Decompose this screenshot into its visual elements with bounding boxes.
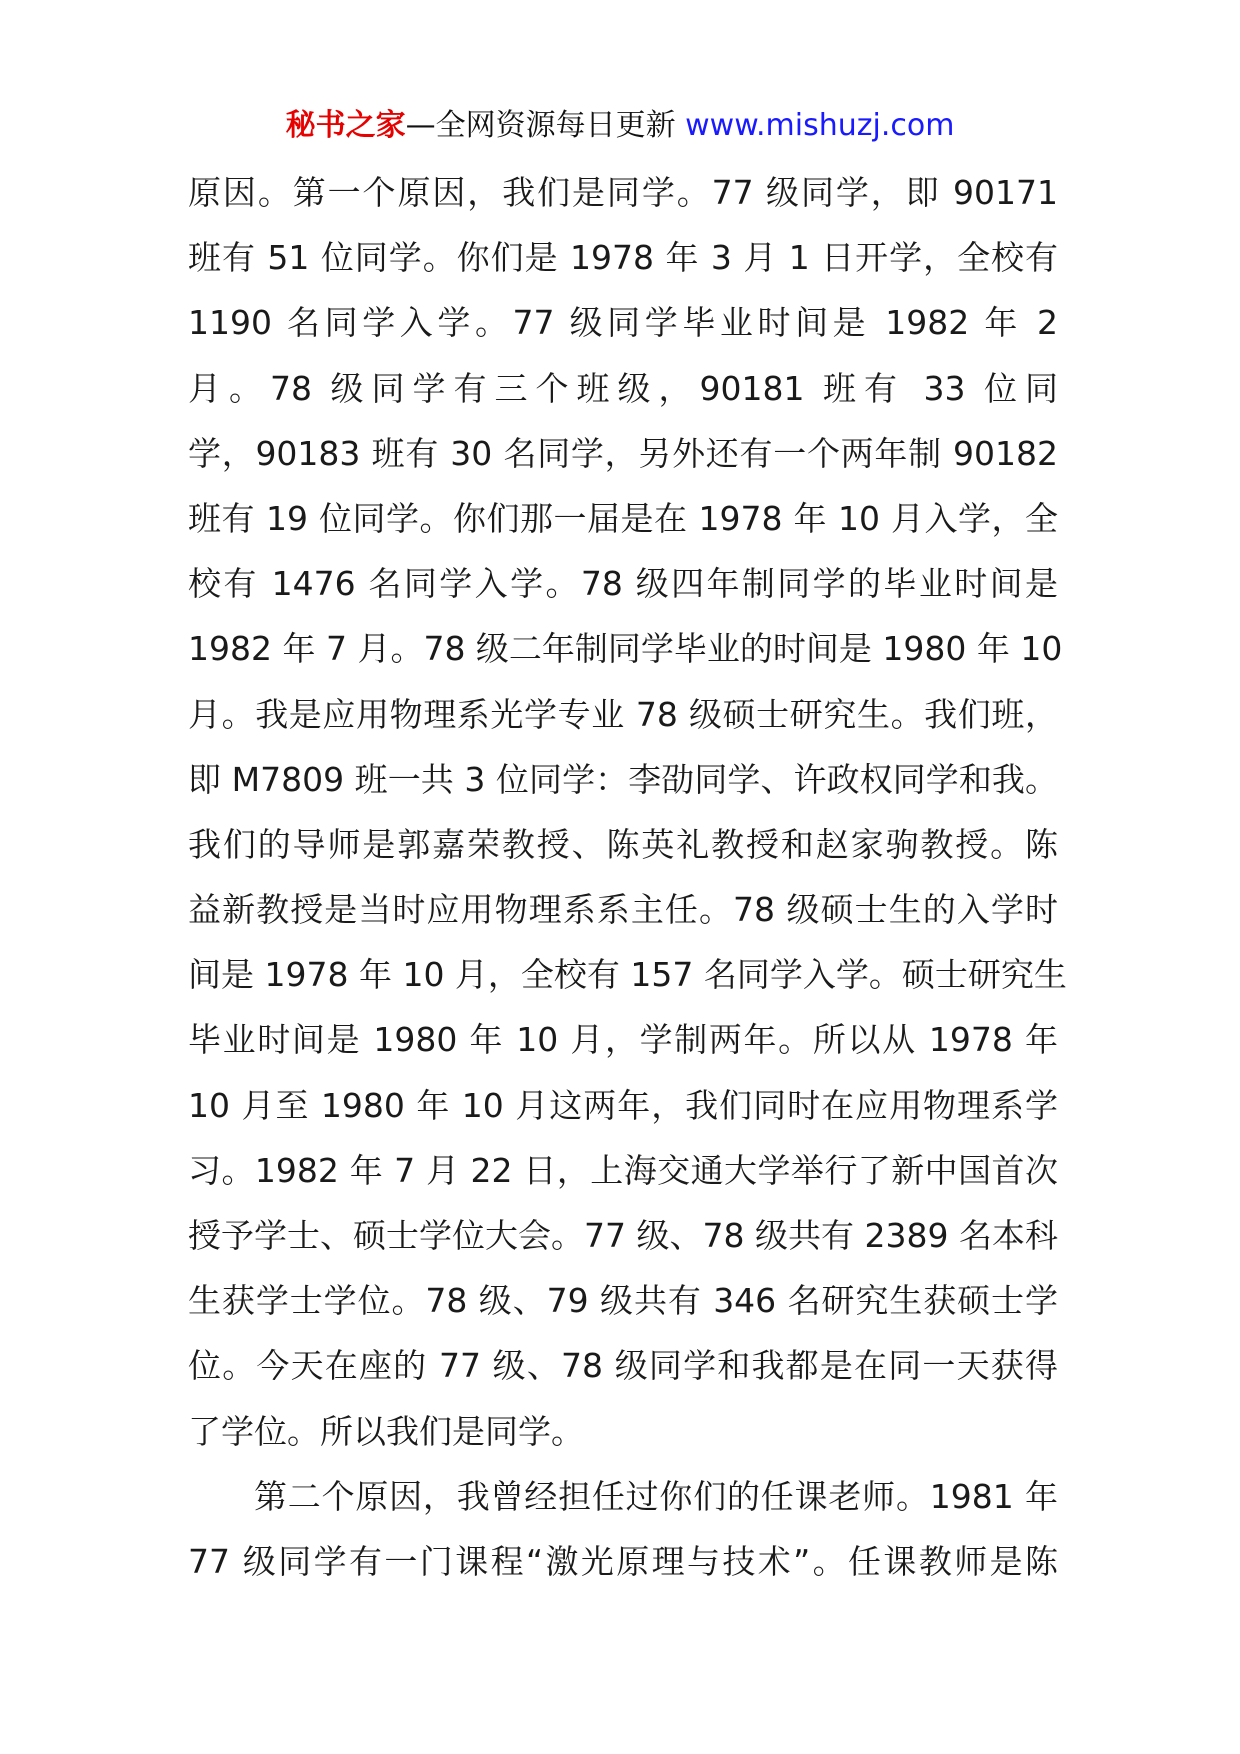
text-line: 月。我是应用物理系光学专业 78 级硕士研究生。我们班， bbox=[188, 694, 1058, 734]
text-line: 了学位。所以我们是同学。 bbox=[188, 1411, 584, 1451]
text-line: 毕业时间是 1980 年 10 月，学制两年。所以从 1978 年 bbox=[188, 1020, 1058, 1060]
text-line: 习。1982 年 7 月 22 日，上海交通大学举行了新中国首次 bbox=[188, 1150, 1058, 1190]
document-body bbox=[188, 160, 1067, 1594]
text-line: 班有 19 位同学。你们那一届是在 1978 年 10 月入学，全 bbox=[188, 498, 1058, 538]
text-line: 第二个原因，我曾经担任过你们的任课老师。1981 年 bbox=[254, 1476, 1058, 1516]
text-line: 生获学士学位。78 级、79 级共有 346 名研究生获硕士学 bbox=[188, 1281, 1058, 1321]
paragraph-2 bbox=[188, 1464, 1058, 1594]
text-line: 益新教授是当时应用物理系系主任。78 级硕士生的入学时 bbox=[188, 890, 1058, 930]
text-line: 校有 1476 名同学入学。78 级四年制同学的毕业时间是 bbox=[188, 564, 1058, 604]
paragraph-1 bbox=[188, 160, 1067, 1464]
text-line: 位。今天在座的 77 级、78 级同学和我都是在同一天获得 bbox=[188, 1346, 1058, 1386]
header-url[interactable]: www.mishuzj.com bbox=[685, 108, 955, 143]
header-brand: 秘书之家 bbox=[285, 108, 406, 143]
text-line: 原因。第一个原因，我们是同学。77 级同学，即 90171 bbox=[188, 173, 1058, 212]
text-line: 学，90183 班有 30 名同学，另外还有一个两年制 90182 bbox=[188, 433, 1058, 473]
text-line: 月。78 级同学有三个班级，90181 班有 33 位同 bbox=[188, 368, 1058, 408]
text-line: 1190 名同学入学。77 级同学毕业时间是 1982 年 2 bbox=[188, 303, 1058, 343]
text-line: 授予学士、硕士学位大会。77 级、78 级共有 2389 名本科 bbox=[188, 1216, 1058, 1255]
text-line: 即 M7809 班一共 3 位同学：李劭同学、许政权同学和我。 bbox=[188, 759, 1058, 799]
page-header bbox=[0, 104, 1240, 148]
text-line: 班有 51 位同学。你们是 1978 年 3 月 1 日开学，全校有 bbox=[188, 238, 1058, 278]
text-line: 我们的导师是郭嘉荣教授、陈英礼教授和赵家驹教授。陈 bbox=[188, 824, 1058, 864]
text-line: 10 月至 1980 年 10 月这两年，我们同时在应用物理系学 bbox=[188, 1085, 1058, 1125]
header-tagline: —全网资源每日更新 bbox=[405, 108, 676, 143]
text-line: 77 级同学有一门课程“激光原理与技术”。任课教师是陈 bbox=[188, 1541, 1058, 1581]
text-line: 1982 年 7 月。78 级二年制同学毕业的时间是 1980 年 10 bbox=[188, 629, 1063, 669]
text-line: 间是 1978 年 10 月，全校有 157 名同学入学。硕士研究生 bbox=[188, 955, 1067, 995]
